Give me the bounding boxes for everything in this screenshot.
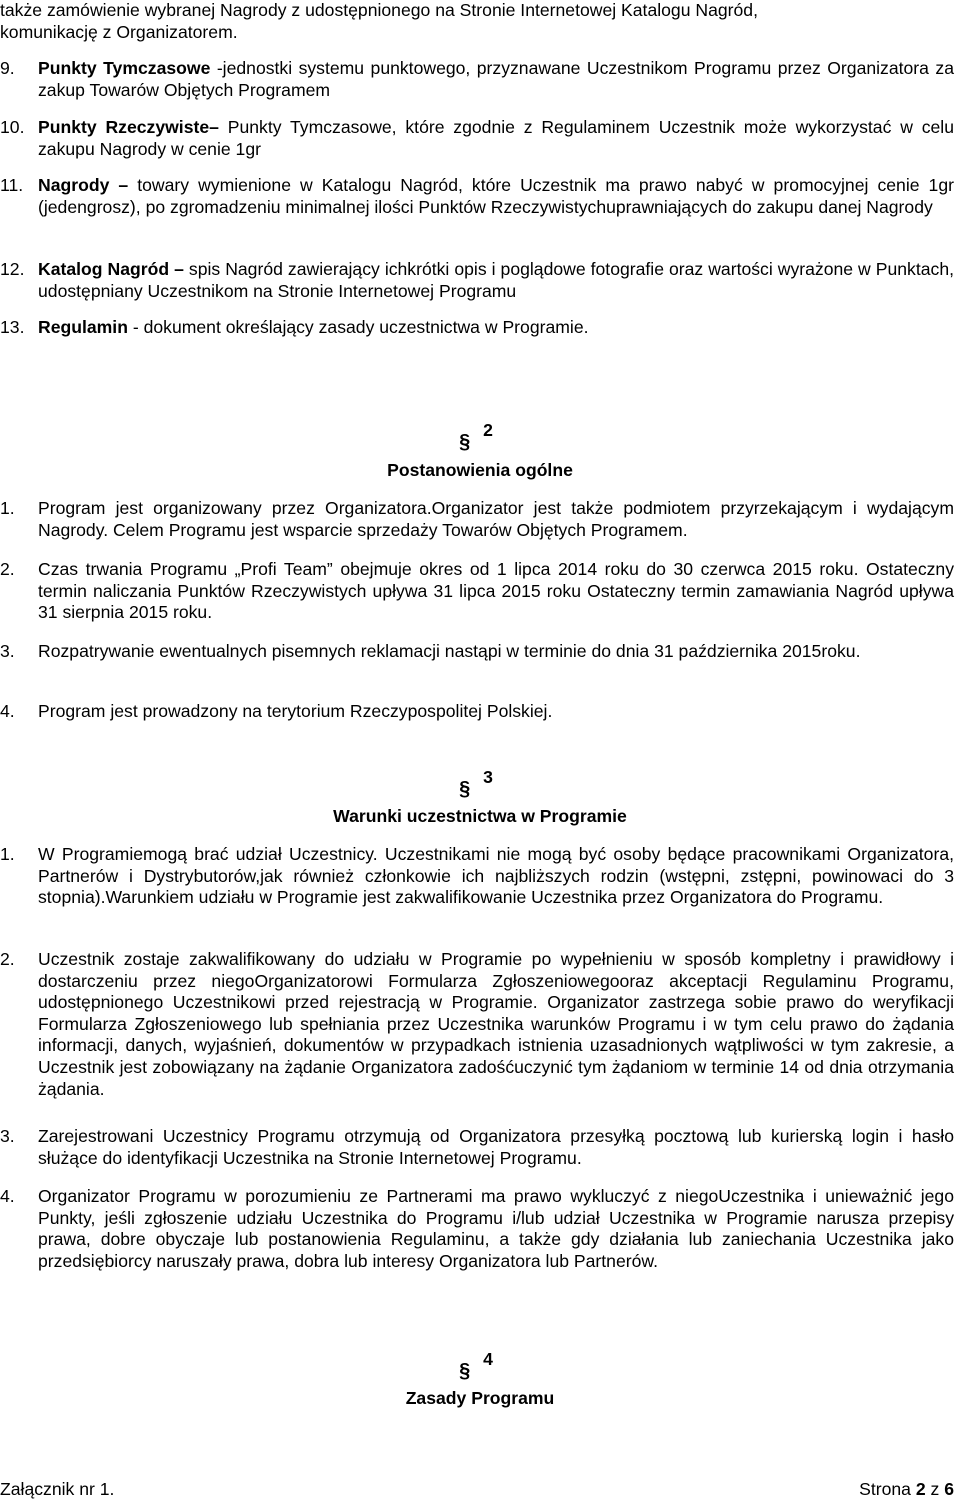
- item-text: Organizator Programu w porozumieniu ze Partnerami ma prawo wykluczyć z niegoUczestnika i unieważnić jego Punkty, jeśli zgłoszenie udziału Uczestnika do Programu i/lub udział Uczestnika w Programie narusza przepisy prawa, dobre obyczaje lub postanowienia Regulaminu, a także gdy działania lub zaniechania Uczestnika jako przedsiębiorcy naruszały prawa, dobra lub interesy Organizatora lub Partnerów.: [38, 1186, 954, 1271]
- definition-text: towary wymienione w Katalogu Nagród, które Uczestnik ma prawo nabyć w promocyjnej cenie 1gr (jedengrosz), po zgromadzeniu minimalnej ilości Punktów Rzeczywistychuprawniających do zakupu danej Nagrody: [38, 175, 954, 217]
- item-number: 3.: [0, 1126, 15, 1146]
- continuation-line-2: komunikację z Organizatorem.: [0, 22, 238, 42]
- item-text: Program jest prowadzony na terytorium Rzeczypospolitej Polskiej.: [38, 701, 553, 721]
- section-3-heading: [0, 767, 960, 800]
- section-2-heading: [0, 420, 960, 453]
- item-number: 10.: [0, 117, 25, 137]
- section-symbol: §: [459, 431, 471, 453]
- item-number: 4.: [0, 1186, 15, 1206]
- definition-text: spis Nagród zawierający ichkrótki opis i poglądowe fotografie oraz wartości wyrażone w Punktach, udostępniany Uczestnikom na Stronie Internetowej Programu: [38, 259, 955, 301]
- definition-term: Nagrody: [38, 175, 110, 195]
- definition-text: Punkty Tymczasowe, które zgodnie z Regulaminem Uczestnik może wykorzystać w celu zakupu Nagrody w cenie 1gr: [38, 117, 954, 159]
- item-number: 11.: [0, 175, 24, 195]
- item-text: W Programiemogą brać udział Uczestnicy. Uczestnikami nie mogą być osoby będące pracownikami Organizatora, Partnerów i Dystrybutorów,jak również członkowie ich najbliższych rodzin (wstępni, zstępni, powinowaci do 3 stopnia).Warunkiem udziału w Programie jest zakwalifikowanie Uczestnika przez Organizatora do Programu.: [38, 844, 954, 908]
- page-of: z: [925, 1479, 945, 1499]
- definition-term: Punkty Tymczasowe: [38, 58, 211, 78]
- item-number: 2.: [0, 559, 15, 579]
- definition-text: - dokument określający zasady uczestnictwa w Programie.: [127, 317, 589, 337]
- item-text: Program jest organizowany przez Organizatora.Organizator jest także podmiotem przyrzekającym i wydającym Nagrody. Celem Programu jest wsparcie sprzedaży Towarów Objętych Programem.: [38, 498, 954, 540]
- page-prefix: Strona: [859, 1479, 916, 1499]
- item-number: 9.: [0, 58, 15, 78]
- section-number: 2: [483, 420, 493, 440]
- section-symbol: §: [459, 1360, 471, 1382]
- item-number: 4.: [0, 701, 15, 721]
- item-text: Rozpatrywanie ewentualnych pisemnych reklamacji nastąpi w terminie do dnia 31 października 2015roku.: [38, 641, 861, 661]
- total-pages: 6: [944, 1479, 954, 1499]
- section-4-heading: [0, 1349, 960, 1382]
- definition-term: Katalog Nagród: [38, 259, 170, 279]
- section-symbol: §: [459, 778, 471, 800]
- definition-term: Regulamin: [38, 317, 128, 337]
- document-page: także zamówienie wybranej Nagrody z udostępnionego na Stronie Internetowej Katalogu Nagród, komunikację z Organizatorem. 9. Punkty Tymczasowe -jednostki systemu punktowego, przyznawane Uczestnikom Programu przez Organizatora za zakup Towarów Objętych Programem 10. Punkty Rzeczywiste– Punkty Tymczasowe, które zgodnie z Regulaminem Uczestnik może wykorzystać w celu zakupu Nagrody w cenie 1gr 11. Nagrody – towary wymienione w Katalogu Nagród, które Uczestnik ma prawo nabyć w promocyjnej cenie 1gr (jedengrosz), po zgromadzeniu minimalnej ilości Punktów Rzeczywistychuprawniających do zakupu danej Nagrody 12. Katalog Nagród – spis Nagród zawierający ichkrótki opis i poglądowe fotografie oraz wartości wyrażone w Punktach, udostępniany Uczestnikom na Stronie Internetowej Programu 13. Regulamin - dokument określający zasady uczestnictwa w Programie. § 2 Postanowienia ogólne 1. Program jest organizowany przez Organizatora.Organizator jest także podmiotem przyrzekającym i wydającym Nagrody. Celem Programu jest wsparcie sprzedaży Towarów Objętych Programem. 2. Czas trwania Programu „Profi Team” obejmuje okres od 1 lipca 2014 roku do 30 czerwca 2015 roku. Ostateczny termin naliczania Punktów Rzeczywistych upływa 31 lipca 2015 roku Ostateczny termin zamawiania Nagród upływa 31 sierpnia 2015 roku. 3. Rozpatrywanie ewentualnych pisemnych reklamacji nastąpi w terminie do dnia 31 października 2015roku. 4. Program jest prowadzony na terytorium Rzeczypospolitej Polskiej. § 3 Warunki uczestnictwa w Programie 1. W Programiemogą brać udział Uczestnicy. Uczestnikami nie mogą być osoby będące pracownikami Organizatora, Partnerów i Dystrybutorów,jak również członkowie ich najbliższych rodzin (wstępni, zstępni, powinowaci do 3 stopnia).Warunkiem udziału w Programie jest zakwalifikowanie Uczestnika przez Organizatora do Programu. 2. Uczestnik zostaje zakwalifikowany do udziału w Programie po wypełnieniu w sposób kompletny i prawidłowy i dostarczeniu przez niegoOrganizatorowi Formularza Zgłoszeniowegooraz akceptacji Regulaminu Programu, udostępnionego Uczestnikowi przed rejestracją w Programie. Organizator zastrzega sobie prawo do weryfikacji Formularza Zgłoszeniowego lub spełniania przez Uczestnika warunków Programu i w tym celu prawo do żądania informacji, danych, wyjaśnień, dokumentów w przypadkach istnienia uzasadnionych wątpliwości w tym zakresie, a Uczestnik jest zobowiązany na żądanie Organizatora zadośćuczynić tym żądaniom w terminie 14 od dnia otrzymania żądania. 3. Zarejestrowani Uczestnicy Programu otrzymują od Organizatora przesyłką pocztową lub kurierską login i hasło służące do identyfikacji Uczestnika na Stronie Internetowej Programu. 4. Organizator Programu w porozumieniu ze Partnerami ma prawo wykluczyć z niegoUczestnika i unieważnić jego Punkty, jeśli zgłoszenie udziału Uczestnika do Programu i/lub udział Uczestnika w Programie narusza przepisy prawa, dobre obyczaje lub postanowienia Regulaminu, a także gdy działania lub zaniechania Uczestnika jako przedsiębiorcy naruszały prawa, dobra lub interesy Organizatora lub Partnerów. § 4 Zasady Programu Załącznik nr 1. Strona 2 z 6: [0, 0, 960, 1501]
- section-2-title: Postanowienia ogólne: [387, 460, 573, 480]
- section-3-title: Warunki uczestnictwa w Programie: [333, 806, 627, 826]
- item-text: Uczestnik zostaje zakwalifikowany do udziału w Programie po wypełnieniu w sposób kompletny i prawidłowy i dostarczeniu przez niegoOrganizatorowi Formularza Zgłoszeniowegooraz akceptacji Regulaminu Programu, udostępnionego Uczestnikowi przed rejestracją w Programie. Organizator zastrzega sobie prawo do weryfikacji Formularza Zgłoszeniowego lub spełniania przez Uczestnika warunków Programu i w tym celu prawo do żądania informacji, danych, wyjaśnień, dokumentów w przypadkach istnienia uzasadnionych wątpliwości w tym zakresie, a Uczestnik jest zobowiązany na żądanie Organizatora zadośćuczynić tym żądaniom w terminie 14 od dnia otrzymania żądania.: [38, 949, 954, 1099]
- item-number: 13.: [0, 317, 25, 337]
- item-number: 1.: [0, 498, 15, 518]
- footer-attachment-label: Załącznik nr 1.: [0, 1479, 115, 1499]
- item-number: 3.: [0, 641, 15, 661]
- section-4-title: Zasady Programu: [405, 1388, 555, 1408]
- definition-text: -jednostki systemu punktowego, przyznawane Uczestnikom Programu przez Organizatora za zakup Towarów Objętych Programem: [38, 58, 954, 100]
- item-text: Czas trwania Programu „Profi Team” obejmuje okres od 1 lipca 2014 roku do 30 czerwca 2015 roku. Ostateczny termin naliczania Punktów Rzeczywistych upływa 31 lipca 2015 roku Ostateczny termin zamawiania Nagród upływa 31 sierpnia 2015 roku.: [38, 559, 954, 623]
- item-number: 2.: [0, 949, 15, 969]
- footer-page-number: [859, 1479, 954, 1501]
- item-number: 12.: [0, 259, 25, 279]
- section-number: 4: [483, 1349, 493, 1369]
- item-number: 1.: [0, 844, 15, 864]
- section-number: 3: [483, 767, 493, 787]
- item-text: Zarejestrowani Uczestnicy Programu otrzymują od Organizatora przesyłką pocztową lub kurierską login i hasło służące do identyfikacji Uczestnika na Stronie Internetowej Programu.: [38, 1126, 954, 1168]
- definition-term: Punkty Rzeczywiste: [38, 117, 210, 137]
- current-page: 2: [915, 1479, 926, 1499]
- continuation-line-1: także zamówienie wybranej Nagrody z udostępnionego na Stronie Internetowej Katalogu Nagród,: [0, 0, 758, 20]
